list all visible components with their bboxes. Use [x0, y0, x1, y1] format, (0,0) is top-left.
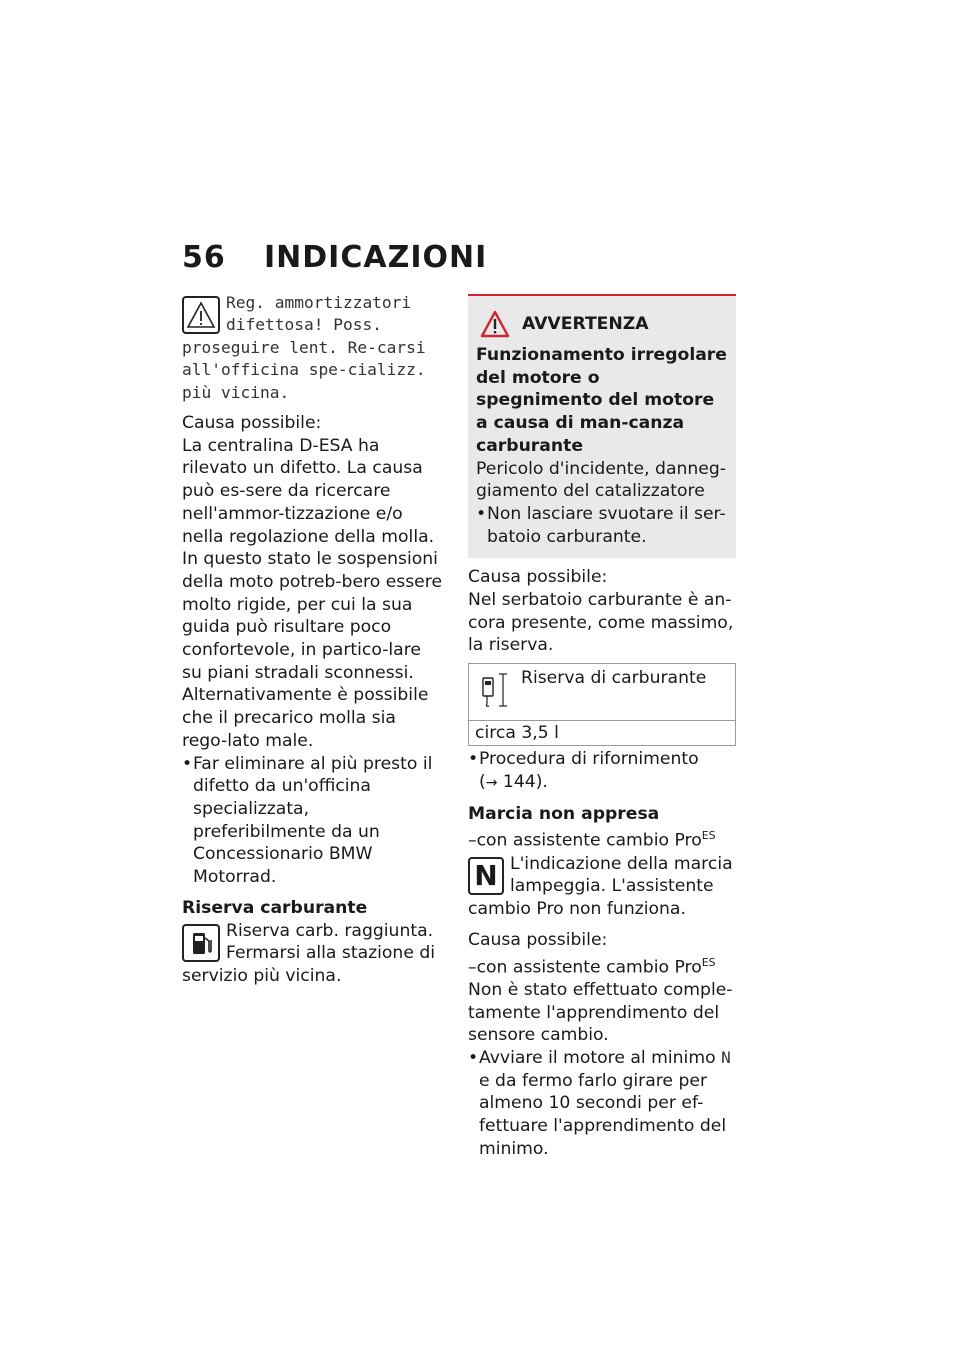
condition-2-text: –con assistente cambio Pro	[468, 957, 702, 978]
learning-bullet	[468, 1047, 736, 1161]
warning-bullet: • Non lasciare svuotare il ser-batoio carburante.	[476, 503, 728, 548]
cause-label: Causa possibile:	[182, 413, 322, 434]
page-header	[182, 240, 487, 275]
page-reference: 144).	[502, 771, 548, 792]
fuel-quantity-icon	[479, 670, 515, 710]
fuel-message	[182, 920, 446, 988]
condition-1-sup: ES	[701, 829, 716, 843]
warning-text: Pericolo d'incidente, danneg-giamento del catalizzatore	[476, 458, 726, 502]
cause-label: Causa possibile:	[468, 567, 608, 588]
refuel-bullet: • Procedura di rifornimento (→ 144).	[468, 748, 736, 794]
right-column	[468, 292, 736, 1161]
page-reference-arrow-icon: →	[485, 774, 498, 791]
learning-bullet-text-a: Avviare il motore al minimo	[479, 1048, 716, 1069]
page-number: 56	[182, 240, 226, 275]
page-title: INDICAZIONI	[264, 240, 488, 275]
fuel-pump-icon	[182, 924, 220, 962]
cause-text: Nel serbatoio carburante è an-cora presente, come massimo, la riserva.	[468, 590, 734, 656]
warning-triangle-icon	[182, 296, 220, 334]
neutral-gear-symbol: N	[721, 1048, 731, 1068]
cause-text-2: Non è stato effettuato comple-tamente l'apprendimento del sensore cambio.	[468, 979, 733, 1046]
fuel-reserve-table	[468, 663, 736, 746]
refuel-bullet-text: Procedura di rifornimento	[479, 749, 699, 770]
fuel-message-text: Riserva carb. raggiunta. Fermarsi alla stazione di	[226, 920, 436, 964]
condition-1	[468, 825, 736, 852]
gear-heading: Marcia non appresa	[468, 803, 660, 824]
learning-bullet-text-b: e da fermo farlo girare per almeno 10 secondi per ef-fettuare l'apprendimento del minimo.	[479, 1070, 727, 1159]
condition-2-sup: ES	[701, 955, 716, 969]
esa-message	[182, 292, 446, 404]
fuel-reserve-label: Riserva di carburante	[521, 668, 707, 689]
esa-message-text-rest: proseguire lent. Re-carsi all'officina spe-cializz. più vicina.	[182, 337, 426, 402]
gear-message	[468, 853, 736, 921]
fuel-reserve-value: circa 3,5 l	[475, 723, 559, 744]
fuel-heading: Riserva carburante	[182, 897, 368, 918]
action-bullet: • Far eliminare al più presto il difetto da un'officina specializzata, preferibilmente da un Concessionario BMW Motorrad.	[182, 753, 446, 889]
esa-message-text: Reg. ammortizzatori difettosa! Poss.	[226, 293, 412, 335]
fuel-message-text-rest: servizio più vicina.	[182, 965, 342, 986]
condition-1-text: –con assistente cambio Pro	[468, 830, 702, 851]
gear-message-text-rest: cambio Pro non funziona.	[468, 899, 686, 920]
warning-heading: Funzionamento irregolare del motore o spegnimento del motore a causa di man-canza carburante	[476, 345, 727, 456]
gear-message-text: L'indicazione della marcia lampeggia. L'assistente	[510, 853, 733, 897]
warning-title: AVVERTENZA	[522, 314, 649, 334]
gear-neutral-icon: N	[468, 857, 504, 895]
warning-box	[468, 294, 736, 558]
cause-text: La centralina D-ESA ha rilevato un difetto. La causa può es-sere da ricercare nell'ammor-tizzazione e/o nella regolazione della molla. In questo stato le sospensioni della moto potreb-bero essere molto rigide, per cui la sua guida può risultare poco confortevole, in partico-lare su piani stradali sconnessi. Alternativamente è possibile che il precarico molla sia rego-lato male.	[182, 435, 443, 751]
left-column	[182, 292, 446, 988]
condition-2	[468, 952, 736, 979]
warning-triangle-icon	[480, 310, 510, 338]
cause-label-2: Causa possibile:	[468, 929, 608, 950]
